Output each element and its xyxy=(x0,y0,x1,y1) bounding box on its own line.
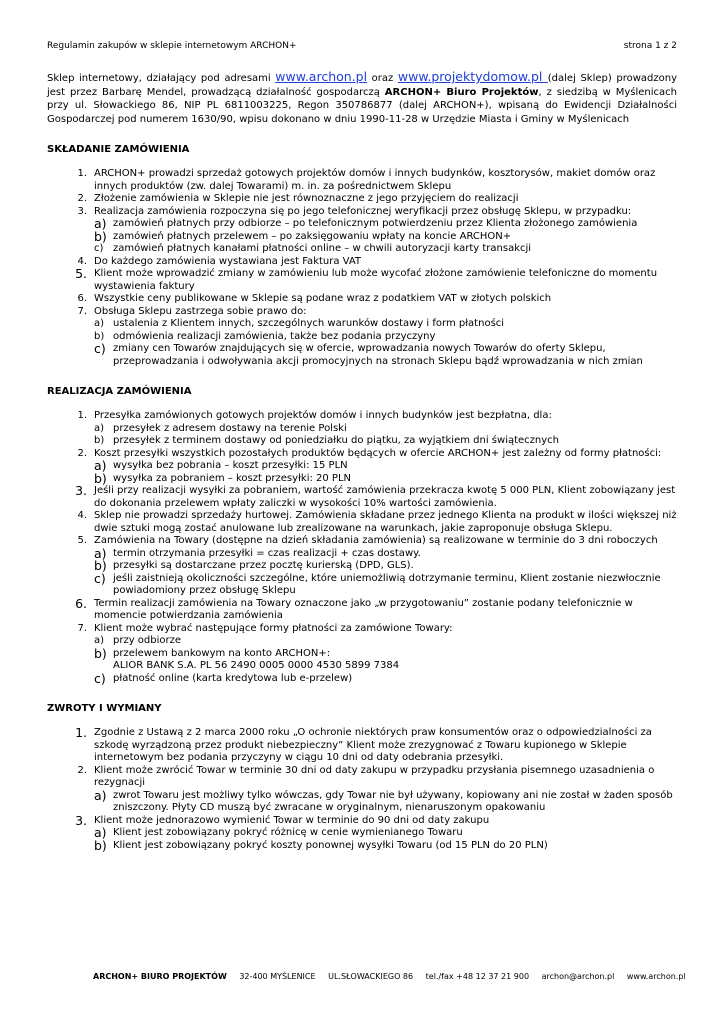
page-number: strona 1 z 2 xyxy=(623,41,677,51)
list-item: 6. Wszystkie ceny publikowane w Sklepie są podane wraz z podatkiem VAT w złotych polskich xyxy=(77,293,552,304)
link-projektydomow[interactable]: www.projektydomow.pl xyxy=(397,69,548,84)
fulfillment-list xyxy=(47,410,677,685)
link-archon[interactable]: www.archon.pl xyxy=(275,69,368,84)
sub-item: c) płatność online (karta kredytowa lub e-przelew) xyxy=(94,670,353,686)
sub-item: b) Klient jest zobowiązany pokryć koszty ponownej wysyłki Towaru (od 15 PLN do 20 PLN) xyxy=(94,837,548,853)
sub-item: c) jeśli zaistnieją okoliczności szczególne, które uniemożliwią dotrzymanie terminu, Klient zostanie niezwłocznie powiadomiony przez obsługę Sklepu xyxy=(94,570,661,596)
intro-paragraph: Sklep internetowy, działający pod adresami www.archon.pl oraz www.projektydomow.pl (dalej Sklep) prowadzony jest przez Barbarę Mendel, prowadzącą działalność gospodarczą ARCHON+ Biuro Projektów, z siedzibą w Myślenicach przy ul. Słowackiego 86, NIP PL 6811003225, Regon 350786877 (dalej ARCHON+), wpisaną do Ewidencji Działalności Gospodarczej pod numerem 1630/90, wpisu dokonano w dniu 1990-11-28 w Urzędzie Miasta i Gminy w Myślenicach xyxy=(47,69,678,125)
list-item: 3. Klient może jednorazowo wymienić Towar w terminie do 90 dni od daty zakupu a) Klient jest zobowiązany pokryć różnicę w cenie wymienianego Towaru b) Klient jest zobowiązany pokryć koszty ponownej wysyłki Towaru (od 15 PLN do 20 PLN) xyxy=(47,815,677,853)
sub-item: a) wysyłka bez pobrania – koszt przesyłki: 15 PLN xyxy=(94,458,348,473)
page-footer xyxy=(93,972,696,982)
footer-email[interactable]: archon@archon.pl xyxy=(541,972,615,981)
list-item: 3. Realizacja zamówienia rozpoczyna się po jego telefonicznej weryfikacji przez obsługę Sklepu, w przypadku: a) zamówień płatnych przy odbiorze – po telefonicznym potwierdzeniu przez Klienta złożonego zamówienia b) zamówień płatnych przelewem – po zaksięgowaniu wpłaty na koncie ARCHON+ c) zamówień płatnych kanałami płatności online – w chwili autoryzacji karty transakcji xyxy=(47,206,677,256)
footer-city: 32-400 MYŚLENICE xyxy=(239,972,316,981)
list-item: 2. Złożenie zamówienia w Sklepie nie jest równoznaczne z jego przyjęciem do realizacji xyxy=(77,193,519,204)
sub-item: a) termin otrzymania przesyłki = czas realizacji + czas dostawy. xyxy=(94,545,421,561)
ordering-list xyxy=(47,168,677,368)
sub-item: b) przesyłek z terminem dostawy od poniedziałku do piątku, za wyjątkiem dni świątecznych xyxy=(94,435,560,446)
footer-street: UL.SŁOWACKIEGO 86 xyxy=(328,972,414,981)
footer-company: ARCHON+ BIURO PROJEKTÓW xyxy=(93,972,227,981)
bank-account: ALIOR BANK S.A. PL 56 2490 0005 0000 4530 5899 7384 xyxy=(113,660,400,671)
returns-list xyxy=(47,727,677,852)
list-item: 4. Sklep nie prowadzi sprzedaży hurtowej. Zamówienia składane przez jednego Klienta na produkt w ilości większej niż dwie sztuki mogą zostać anulowane lub zrealizowane na warunkach, jakie zaproponuje obsługa Sklepu. xyxy=(77,510,677,534)
sub-item: a) zamówień płatnych przy odbiorze – po telefonicznym potwierdzeniu przez Klienta złożonego zamówienia xyxy=(94,216,638,231)
list-item: 2. Koszt przesyłki wszystkich pozostałych produktów będących w ofercie ARCHON+ jest zależny od formy płatności: a) wysyłka bez pobrania – koszt przesyłki: 15 PLN b) wysyłka za pobraniem – koszt przesyłki: 20 PLN xyxy=(47,448,677,486)
list-item: 5. Zamówienia na Towary (dostępne na dzień składania zamówienia) są realizowane w terminie do 3 dni roboczych a) termin otrzymania przesyłki = czas realizacji + czas dostawy. b) przesyłki są dostarczane przez pocztę kurierską (DPD, GLS). c) jeśli zaistnieją okoliczności szczególne, które uniemożliwią dotrzymanie terminu, Klient zostanie niezwłocznie powiadomiony przez obsługę Sklepu xyxy=(47,535,677,598)
list-item: 7. Klient może wybrać następujące formy płatności za zamówione Towary: a) przy odbiorze b) przelewem bankowym na konto ARCHON+: ALIOR BANK S.A. PL 56 2490 0005 0000 4530 5899 7384 c) płatność online (karta kredytowa lub e-przelew) xyxy=(47,623,677,686)
company-name: ARCHON+ Biuro Projektów xyxy=(384,86,539,98)
list-item: 1. Przesyłka zamówionych gotowych projektów domów i innych budynków jest bezpłatna, dla: a) przesyłek z adresem dostawy na terenie Polski b) przesyłek z terminem dostawy od poniedziałku do piątku, za wyjątkiem dni świątecznych xyxy=(47,410,677,448)
sub-item: b) wysyłka za pobraniem – koszt przesyłki: 20 PLN xyxy=(94,470,352,486)
sub-item: a) przy odbiorze xyxy=(94,635,182,646)
list-item: 5. Klient może wprowadzić zmiany w zamówieniu lub może wycofać złożone zamówienie telefoniczne do momentu wystawienia faktury xyxy=(75,266,658,292)
list-item: 4. Do każdego zamówienia wystawiana jest Faktura VAT xyxy=(77,255,362,267)
sub-item: c) zmiany cen Towarów znajdujących się w ofercie, wprowadzania nowych Towarów do oferty Sklepu, przeprowadzania i odwoływania akcji promocyjnych na stronach Sklepu bądź wprowadzania w nich zmian xyxy=(94,341,643,367)
sub-item: b) przesyłki są dostarczane przez pocztę kurierską (DPD, GLS). xyxy=(94,558,414,573)
sub-item: b) odmówienia realizacji zamówienia, także bez podania przyczyny xyxy=(94,330,436,342)
sub-item: b) przelewem bankowym na konto ARCHON+: ALIOR BANK S.A. PL 56 2490 0005 0000 4530 5899 7384 xyxy=(94,645,400,671)
list-item: 7. Obsługa Sklepu zastrzega sobie prawo do: a) ustalenia z Klientem innych, szczególnych warunków dostawy i form płatności b) odmówienia realizacji zamówienia, także bez podania przyczyny c) zmiany cen Towarów znajdujących się w ofercie, wprowadzania nowych Towarów do oferty Sklepu, przeprowadzania i odwoływania akcji promocyjnych na stronach Sklepu bądź wprowadzania w nich zmian xyxy=(47,306,677,369)
list-item: 1. ARCHON+ prowadzi sprzedaż gotowych projektów domów i innych budynków, kosztorysów, makiet domów oraz innych produktów (zw. dalej Towarami) m. in. za pośrednictwem Sklepu xyxy=(77,168,656,192)
list-item: 1. Zgodnie z Ustawą z 2 marca 2000 roku „O ochronie niektórych praw konsumentów oraz o odpowiedzialności za szkodę wyrządzoną przez produkt niebezpieczny” Klient może zrezygnować z Towaru kupionego w Sklepie internetowym bez podania przyczyny w ciągu 10 dni od daty odebrania przesyłki. xyxy=(75,725,652,763)
sub-item: a) Klient jest zobowiązany pokryć różnicę w cenie wymienianego Towaru xyxy=(94,825,463,840)
sub-item: a) zwrot Towaru jest możliwy tylko wówczas, gdy Towar nie był używany, kopiowany ani nie został w żaden sposób zniszczony. Płyty CD muszą być zwracane w oryginalnym, nienaruszonym opakowaniu xyxy=(94,787,673,813)
sub-item: c) zamówień płatnych kanałami płatności online – w chwili autoryzacji karty transakcji xyxy=(94,243,532,254)
section-title-fulfillment: REALIZACJA ZAMÓWIENIA xyxy=(47,386,192,397)
footer-web[interactable]: www.archon.pl xyxy=(626,972,686,981)
section-title-returns: ZWROTY I WYMIANY xyxy=(47,703,162,714)
footer-phone: tel./fax +48 12 37 21 900 xyxy=(425,972,530,981)
list-item: 3. Jeśli przy realizacji wysyłki za pobraniem, wartość zamówienia przekracza kwotę 5 000 PLN, Klient zobowiązany jest do dokonania przelewem wpłaty zaliczki w wysokości 10% wartości zamówienia. xyxy=(75,483,676,509)
page-header xyxy=(47,40,677,52)
document-title: Regulamin zakupów w sklepie internetowym ARCHON+ xyxy=(47,41,297,51)
document-page xyxy=(47,40,677,852)
section-title-ordering: SKŁADANIE ZAMÓWIENIA xyxy=(47,144,190,155)
list-item: 6. Termin realizacji zamówienia na Towary oznaczone jako „w przygotowaniu” zostanie podany telefonicznie w momencie potwierdzania zamówienia xyxy=(75,595,633,621)
sub-item: a) ustalenia z Klientem innych, szczególnych warunków dostawy i form płatności xyxy=(94,318,505,329)
sub-item: a) przesyłek z adresem dostawy na terenie Polski xyxy=(94,422,347,434)
list-item: 2. Klient może zwrócić Towar w terminie 30 dni od daty zakupu w przypadku przysłania pisemnego uzasadnienia o rezygnacji a) zwrot Towaru jest możliwy tylko wówczas, gdy Towar nie był używany, kopiowany ani nie został w żaden sposób zniszczony. Płyty CD muszą być zwracane w oryginalnym, nienaruszonym opakowaniu xyxy=(47,765,677,815)
sub-item: b) zamówień płatnych przelewem – po zaksięgowaniu wpłaty na koncie ARCHON+ xyxy=(94,228,512,244)
